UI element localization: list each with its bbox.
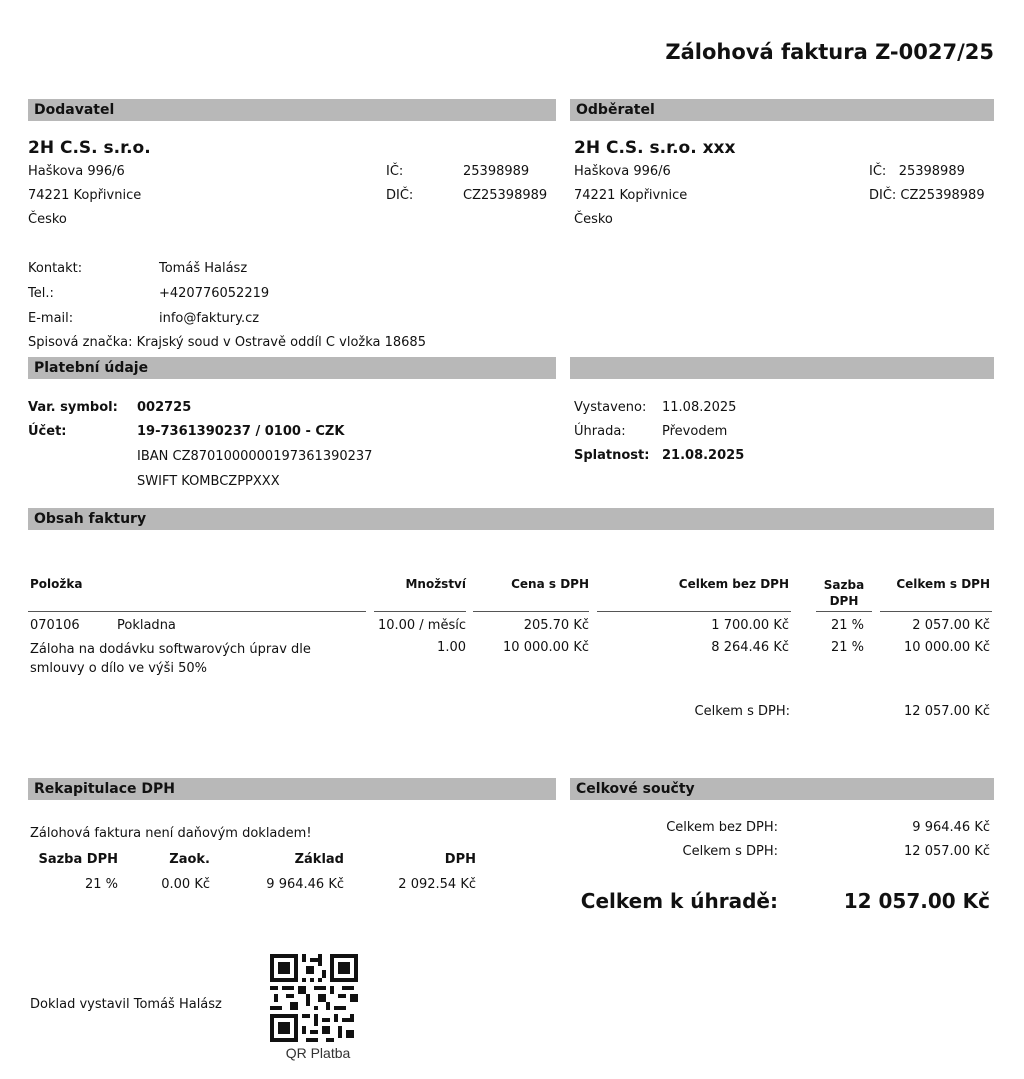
vat-col-rate: Sazba DPH (38, 852, 118, 867)
account-label: Účet: (28, 424, 67, 439)
customer-country: Česko (574, 212, 613, 227)
row1-name: Pokladna (117, 618, 176, 633)
row1-code: 070106 (30, 618, 80, 633)
items-header: Obsah faktury (28, 508, 994, 530)
vat-rounding: 0.00 Kč (161, 877, 210, 892)
row2-name: Záloha na dodávku softwarových úprav dle smlouvy o dílo ve výši 50% (30, 642, 311, 676)
supplier-street: Haškova 996/6 (28, 164, 125, 179)
supplier-dic-label: DIČ: (386, 188, 414, 203)
registration: Spisová značka: Krajský soud v Ostravě oddíl C vložka 18685 (28, 335, 426, 350)
due-value: 21.08.2025 (662, 448, 745, 463)
iban: IBAN CZ8701000000197361390237 (137, 449, 373, 464)
vat-col-base: Základ (294, 852, 344, 867)
issued-label: Vystaveno: (574, 400, 647, 415)
header-underline (473, 611, 589, 612)
header-underline (816, 611, 872, 612)
vat-note: Zálohová faktura není daňovým dokladem! (30, 826, 312, 841)
customer-ic: IČ: 25398989 (869, 164, 965, 179)
supplier-ic: 25398989 (463, 164, 530, 179)
swift: SWIFT KOMBCZPPXXX (137, 474, 280, 489)
items-total-value: 12 057.00 Kč (904, 704, 990, 719)
row2-qty: 1.00 (437, 640, 466, 655)
totals-net-value: 9 964.46 Kč (912, 820, 990, 835)
header-underline (665, 611, 791, 612)
email-label: E-mail: (28, 311, 74, 326)
items-total-label: Celkem s DPH: (694, 704, 790, 719)
supplier-name: 2H C.S. s.r.o. (28, 138, 151, 158)
tel-label: Tel.: (28, 286, 54, 301)
account-value: 19-7361390237 / 0100 - CZK (137, 424, 345, 439)
totals-header: Celkové součty (570, 778, 994, 800)
vat-col-vat: DPH (444, 852, 476, 867)
col-qty: Množství (405, 577, 466, 591)
issued-by: Doklad vystavil Tomáš Halász (30, 997, 222, 1012)
method-label: Úhrada: (574, 424, 626, 439)
email-value: info@faktury.cz (159, 311, 260, 326)
dates-header-bar (570, 357, 994, 379)
vat-col-rounding: Zaok. (169, 852, 210, 867)
header-underline (28, 611, 366, 612)
supplier-ic-label: IČ: (386, 164, 404, 179)
vat-amount: 2 092.54 Kč (398, 877, 476, 892)
customer-dic: DIČ: CZ25398989 (869, 188, 985, 203)
row2-gross: 10 000.00 Kč (904, 640, 990, 655)
vat-base: 9 964.46 Kč (266, 877, 344, 892)
vat-header: Rekapitulace DPH (28, 778, 556, 800)
issued-value: 11.08.2025 (662, 400, 737, 415)
row1-qty: 10.00 / měsíc (377, 618, 466, 633)
qr-code-icon (270, 954, 358, 1042)
tel-value: +420776052219 (159, 286, 270, 301)
payment-header: Platební údaje (28, 357, 556, 379)
due-label: Splatnost: (574, 448, 650, 463)
supplier-country: Česko (28, 212, 67, 227)
customer-street: Haškova 996/6 (574, 164, 671, 179)
header-underline (597, 611, 665, 612)
row2-price: 10 000.00 Kč (503, 640, 589, 655)
customer-city: 74221 Kopřivnice (574, 188, 688, 203)
totals-net-label: Celkem bez DPH: (666, 820, 778, 835)
amount-due-label: Celkem k úhradě: (580, 889, 778, 913)
row1-gross: 2 057.00 Kč (912, 618, 990, 633)
vat-rate: 21 % (84, 877, 118, 892)
supplier-dic: CZ25398989 (463, 188, 548, 203)
col-net: Celkem bez DPH (678, 577, 789, 591)
totals-gross-label: Celkem s DPH: (682, 844, 778, 859)
method-value: Převodem (662, 424, 728, 439)
row1-net: 1 700.00 Kč (711, 618, 789, 633)
supplier-header: Dodavatel (28, 99, 556, 121)
row2-net: 8 264.46 Kč (711, 640, 789, 655)
header-underline (880, 611, 992, 612)
customer-name: 2H C.S. s.r.o. xxx (574, 138, 736, 158)
contact-label: Kontakt: (28, 261, 83, 276)
amount-due-value: 12 057.00 Kč (843, 889, 990, 913)
var-symbol-label: Var. symbol: (28, 400, 118, 415)
qr-label: QR Platba (285, 1045, 351, 1061)
col-price: Cena s DPH (511, 577, 589, 591)
supplier-city: 74221 Kopřivnice (28, 188, 142, 203)
row1-rate: 21 % (830, 618, 864, 633)
col-gross: Celkem s DPH (896, 577, 990, 591)
col-rate: Sazba DPH (823, 578, 865, 608)
var-symbol-value: 002725 (137, 400, 192, 415)
contact-value: Tomáš Halász (159, 261, 248, 276)
customer-header: Odběratel (570, 99, 994, 121)
invoice-title: Zálohová faktura Z-0027/25 (665, 40, 994, 64)
row2-rate: 21 % (830, 640, 864, 655)
header-underline (374, 611, 466, 612)
row1-price: 205.70 Kč (523, 618, 589, 633)
col-item: Položka (30, 577, 83, 591)
totals-gross-value: 12 057.00 Kč (904, 844, 990, 859)
